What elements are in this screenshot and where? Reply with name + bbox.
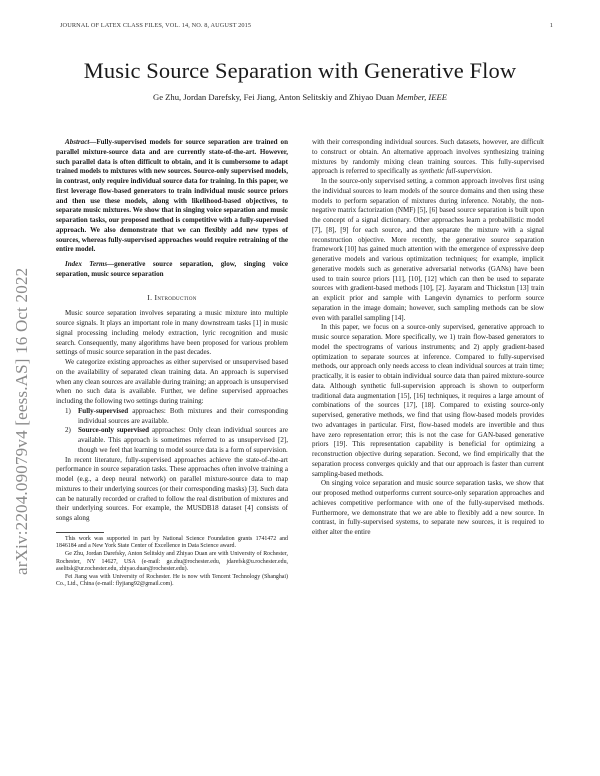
section-title: Introduction xyxy=(154,292,197,302)
footnote-affiliations: Ge Zhu, Jordan Darefsky, Anton Selitskiy and Zhiyao Duan are with University of Rochester, Rochester, NY 14627, USA (e-mail: ge.zhu@rochester.edu, jdarefsk@u.rochester.edu, aselitsk@ur.rochester.edu, zhiyao.duan@rochester.edu). xyxy=(56,550,288,573)
setting-item-source-only xyxy=(65,426,288,455)
setting-description: approaches: Both mixtures and their corresponding individual sources are available. xyxy=(78,406,288,425)
setting-item-fully-supervised xyxy=(65,407,288,427)
page-number: 1 xyxy=(549,22,553,29)
right-paragraph-1-text: with their corresponding individual sources. Such datasets, however, are difficult to construct or obtain. An alternative approach involves synthesizing training mixtures by randomly mixing clean training sources. This fully-supervised approach is referred to specifically as xyxy=(312,138,544,176)
setting-term: Source-only supervised xyxy=(78,426,150,435)
setting-term: Fully-supervised xyxy=(78,406,129,415)
left-column xyxy=(56,138,288,589)
right-paragraph-3: In this paper, we focus on a source-only supervised, generative approach to music source separation. More specifically, we 1) train flow-based generators to model the spectrograms of various instruments; and 2) apply gradient-based optimization to separate sources at inference. Compared to fully-supervised methods, our approach only needs access to clean individual sources at train time; practically, it is easier to obtain individual source data than paired mixture-source data. Although synthetic full-supervision approach is shown to outperform traditional data augmentation [15], [16] techniques, it requires a large amount of combinations of the sources [17], [18]. Compared to existing source-only supervised, generative methods, we find that using flow-based models provides two advantages in particular. First, flow-based models are invertible and thus have zero representation error; this is not the case for GAN-based generative priors [19]. This representation capability is beneficial for optimizing a reconstruction objective during separation. Second, we find empirically that the separation process converges quickly and that our approach is faster than current sampling-based methods. xyxy=(312,323,544,478)
arxiv-identifier: arXiv:2204.09079v4 [eess.AS] 16 Oct 2022 xyxy=(12,267,31,575)
index-terms-lead: Index Terms xyxy=(65,260,108,268)
abstract-lead: Abstract xyxy=(65,138,90,146)
footnote-funding: This work was supported in part by National Science Foundation grants 1741472 and 1846184 and a New York State Center of Excellence in Data Science award. xyxy=(56,535,288,550)
index-terms xyxy=(56,260,288,280)
section-heading-introduction xyxy=(56,293,288,303)
abstract-body: —Fully-supervised models for source separation are trained on parallel mixture-source data and are currently state-of-the-art. However, such parallel data is often difficult to obtain, and it is cumbersome to adapt trained models to mixtures with new sources. Source-only supervised models, in contrast, only require individual source data for training. In this paper, we first leverage flow-based generators to train individual music source priors and then use these models, along with likelihood-based objectives, to separate music mixtures. We show that in singing voice separation and music separation tasks, our proposed method is competitive with a fully-supervised approach. We also demonstrate that we can flexibly add new types of sources, whereas fully-supervised approaches would require retraining of the entire model. xyxy=(56,138,288,254)
intro-paragraph-2: We categorize existing approaches as either supervised or unsupervised based on the availability of separated clean training data. An approach is supervised when any clean sources are available during training; an approach is unsupervised when no such data is available. Further, we define supervised approaches including the following two settings during training: xyxy=(56,358,288,405)
paper-title: Music Source Separation with Generative Flow xyxy=(83,58,517,83)
abstract xyxy=(56,138,288,255)
setting-number: 2) xyxy=(65,426,71,435)
settings-list xyxy=(56,407,288,456)
right-paragraph-2: In the source-only supervised setting, a common approach involves first using the individual sources to learn models of the source domains and then using these models to perform separation of mixtures during inference. Notably, the non-negative matrix factorization (NMF) [5], [6] based source separation is built upon the concept of a signal dictionary. Other approaches learn a probabilistic model [7], [8], [9] for each source, and then separate the mixture with a signal reconstruction objective. More recently, the generative source separation framework [10] has gained much attention with the emergence of expressive deep generative models and various optimization techniques; for example, implicit generative models such as generative adversarial networks (GANs) have been used to train source priors [11], [10], [12] which can then be used to separate sources with gradient-based methods [10], [2]. Jayaram and Thickstun [13] train an explicit prior and sample with Langevin dynamics to perform source separation in the image domain; however, such sampling methods can be slow even with parallel sampling [14]. xyxy=(312,177,544,322)
author-line xyxy=(0,92,600,102)
footnote-fei-jiang: Fei Jiang was with University of Rochester. He is now with Tencent Technology (Shanghai) Co., Ltd., China (e-mail: flyjiang92@gmail.com). xyxy=(56,573,288,588)
synthetic-full-supervision-term: synthetic full-supervision xyxy=(419,167,491,176)
right-column xyxy=(312,138,544,538)
author-names: Ge Zhu, Jordan Darefsky, Fei Jiang, Anton Selitskiy and Zhiyao Duan xyxy=(153,92,395,102)
right-paragraph-4: On singing voice separation and music source separation tasks, we show that our proposed method outperforms current source-only separation approaches and achieves competitive performance with one of the fully-supervised methods. Furthermore, we demonstrate that we are able to flexibly add a new source. In contrast, in fully-supervised systems, to separate new sources, it is required to either alter the entire xyxy=(312,479,544,536)
intro-paragraph-1: Music source separation involves separating a music mixture into multiple source signals. It plays an important role in many downstream tasks [1] in music signal processing including melody extraction, lyric recognition and music search. Consequently, many algorithms have been proposed for various problem settings of music source separation in the past decades. xyxy=(56,309,288,357)
section-numeral: I. xyxy=(147,292,155,302)
right-paragraph-1 xyxy=(312,138,544,177)
author-role: Member, IEEE xyxy=(396,92,447,102)
setting-number: 1) xyxy=(65,406,71,415)
setting-description: approaches: Only clean individual sources are available. This approach is sometimes referred to as unsupervised [2], though we feel that learning to model source data is a form of supervision. xyxy=(78,426,288,454)
running-head: JOURNAL OF LATEX CLASS FILES, VOL. 14, NO. 8, AUGUST 2015 xyxy=(60,22,252,29)
right-paragraph-1-end: . xyxy=(490,167,493,176)
footnote-rule xyxy=(56,532,104,533)
index-terms-body: —generative source separation, glow, singing voice separation, music source separation xyxy=(56,260,288,278)
intro-paragraph-3: In recent literature, fully-supervised approaches achieve the state-of-the-art performance in source separation tasks. These approaches often involve training a model (e.g., a deep neural network) on parallel mixture-source data to map mixtures to their underlying sources (or their corresponding masks) [3]. Such data can be naturally recorded or crafted to follow the real distribution of mixtures and their underlying sources. For example, the MUSDB18 dataset [4] consists of songs along xyxy=(56,455,288,522)
